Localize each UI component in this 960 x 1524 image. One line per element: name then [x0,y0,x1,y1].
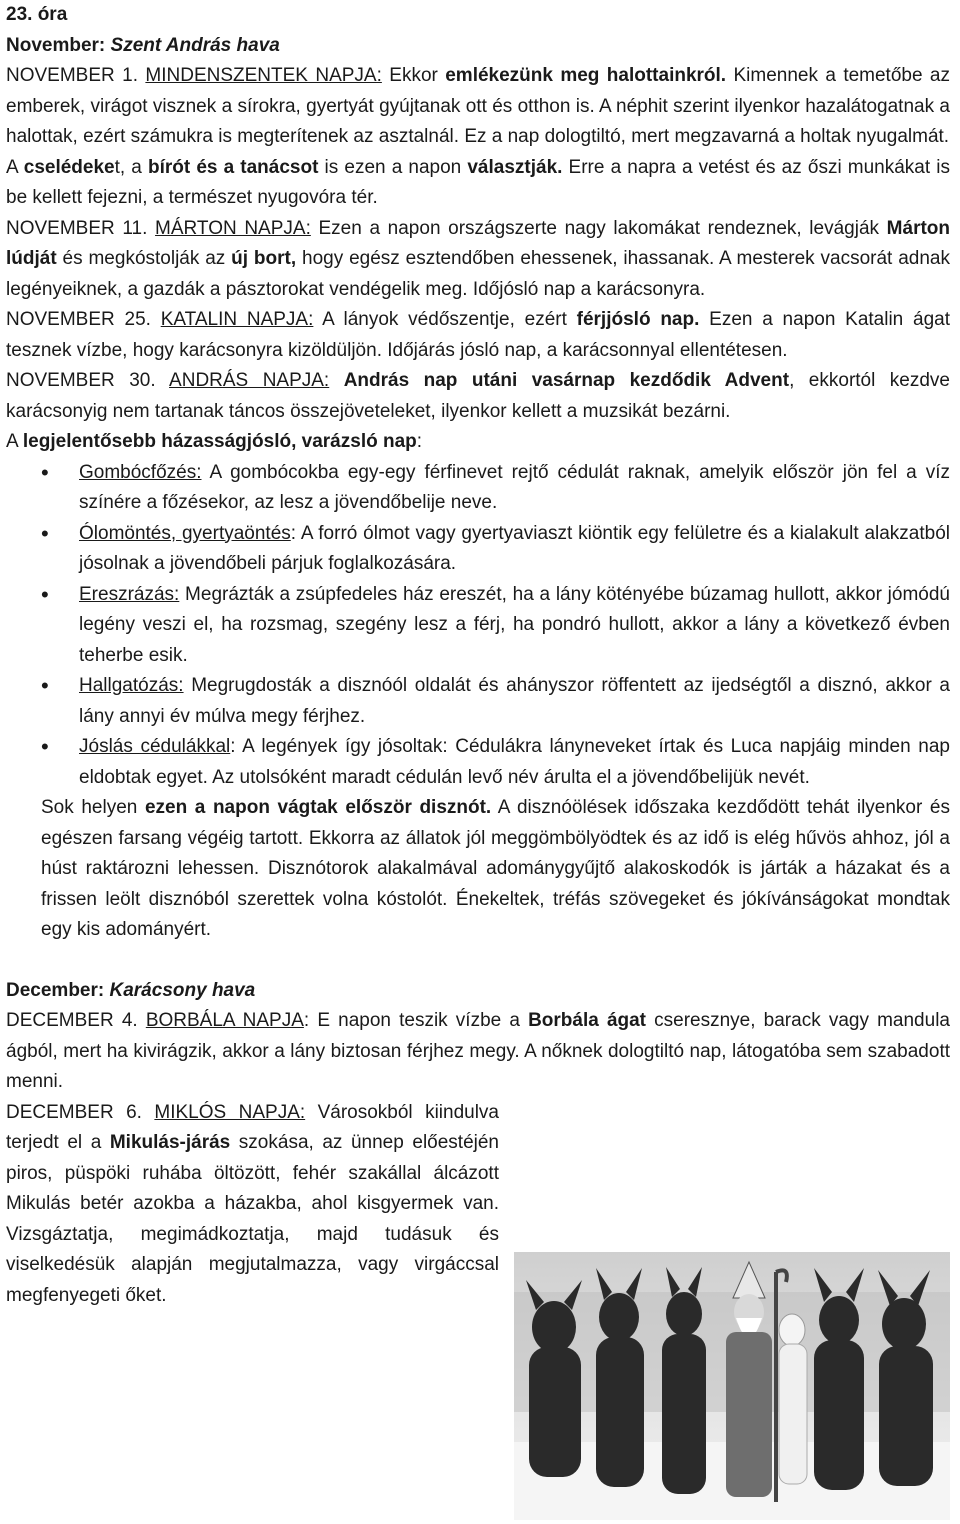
text: Sok helyen [41,797,145,818]
bullet-icon: • [41,734,49,759]
jóslás-list [6,458,950,794]
bullet-icon: • [41,581,49,607]
lesson-number: 23. óra [6,4,68,25]
list-item-text: Megrugdosták a disznóól oldalát és ahányszor röffentett az ijedségtől a disznó, akkor a lány annyi év múlva megy férjhez. [79,675,950,727]
text: A disznóölések időszaka kezdődött tehát ilyenkor és egészen farsang végéig tartott. Ekkorra az állatok jól meggömbölyödtek és az idő is elég hűvös ahhoz, jól a húst raktározni lehessen. Disznótorok alakalmával adománygyűjtő alakoskodók is járták a házakat és a frissen leölt disznóból szerettek volna kóstolót. Énekeltek, tréfás szövegeket és jókívánságokat mondtak egy kis adományért. [41,797,950,940]
list-item-title: Hallgatózás: [79,675,184,696]
date-label: NOVEMBER 30. [6,370,156,391]
list-item-text: : A forró ólmot vagy gyertyaviaszt kiöntik egy felületre és a kialakult alakzatból jósolnak a jövendőbeli párjuk foglalkozására. [79,522,950,574]
date-label: NOVEMBER 25. [6,309,151,330]
bold-text: Borbála ágat [528,1010,647,1031]
bold-text: férjjósló nap. [576,309,700,330]
katalin-paragraph [6,305,950,366]
december-month-name: Karácsony hava [109,979,256,1001]
document-page [6,0,950,1311]
day-name: BORBÁLA NAPJA [145,1010,304,1031]
bullet-icon: • [41,459,49,485]
section-spacer [6,946,950,976]
text [329,370,343,391]
text: Erre a napra a vetést és az őszi munkákat is be kellett fejezni, a természet nyugovóra tér. [6,156,951,208]
bullet-icon: • [41,673,49,698]
bold-text: cselédeke [23,156,115,178]
list-item-text: Megrázták a zsúpfedeles ház ereszét, ha a lány kötényébe búzamag hullott, akkor jómódú legény veszi el, ha rozsmag, szegény lesz a férj, ha pondró hullott, akkor a lány a következő évben teherbe esik. [79,583,950,666]
list-item-title: Gombócfőzés: [79,461,202,483]
text: cseresznye, barack vagy mandula ágból, mert ha kivirágzik, akkor a lány biztosan férjhez megy. A nőknek dologtiltó nap, látogatóba sem szabadott menni. [6,1010,950,1092]
list-item [41,732,950,793]
day-name: KATALIN NAPJA: [160,309,314,330]
text: Kimennek a temetőbe az emberek, virágot visznek a sírokra, gyertyát gyújtanak ott és otthon is. A néphit szerint ilyenkor hazalátogatnak a halottak, ezért számukra is megterítenek az asztalnál. Ez a nap dologtiltó, mert megzavarná a holtak nyugalmát. [6,65,950,147]
list-item [41,671,950,732]
text: hogy egész esztendőben ehessenek, ihassanak. A mesterek vacsorát adnak legényeiknek, a gazdák a pásztorokat vendégelik meg. Időjósló nap a karácsonyra. [6,248,950,300]
text: szokása, az ünnep előestéjén piros, püspöki ruhába öltözött, fehér szakállal álcázott Mikulás betér azokba a házakba, ahol kisgyermek van. Vizsgáztatja, megimádkoztatja, majd tudásuk és viselkedésük alapján megjutalmazza, vagy virgáccsal megfenyegeti őket. [6,1132,499,1306]
andras-paragraph [6,366,950,427]
cseledek-paragraph [6,153,950,214]
list-item [41,519,950,580]
borbala-paragraph [6,1006,950,1098]
day-name: MINDENSZENTEK NAPJA: [145,65,382,86]
date-label: NOVEMBER 11. [6,217,148,239]
bold-text: bírót és a tanácsot [147,156,319,178]
bold-text: legjelentősebb házasságjósló, varázsló nap [22,431,417,452]
list-item [41,580,950,672]
list-item-title: Jóslás cédulákkal [79,736,231,757]
date-label: NOVEMBER 1. [6,65,138,86]
text: A lányok védőszentje, ezért [313,309,577,330]
date-label: DECEMBER 4. [6,1010,138,1031]
bold-text: Mikulás-járás [109,1132,231,1153]
joslo-nap-intro [6,427,950,458]
bold-text: emlékezünk meg halottainkról. [445,65,727,86]
date-label: DECEMBER 6. [6,1101,142,1123]
december-heading [6,976,950,1007]
december-label: December: [6,979,105,1001]
day-name: MIKLÓS NAPJA: [154,1101,306,1123]
list-item-title: Ólomöntés, gyertyaöntés [79,522,291,544]
text: Ekkor [381,65,446,86]
text: Ezen a napon országszerte nagy lakomákat rendeznek, levágják [310,217,887,239]
miklos-paragraph [6,1098,499,1312]
text: Ezen a napon Katalin ágat tesznek vízbe, hogy karácsonyra kizöldüljön. Időjárás jósló nap, a karácsonnyal ellentétesen. [6,309,951,361]
text: : E napon teszik vízbe a [303,1010,529,1031]
list-item-title: Ereszrázás: [79,583,180,605]
krampus-photo-icon [514,1252,950,1520]
day-name: MÁRTON NAPJA: [155,217,311,239]
mindenszentek-paragraph [6,61,950,153]
text: és megkóstolják az [56,248,232,269]
day-name: ANDRÁS NAPJA: [169,370,330,391]
list-item-text: A gombócokba egy-egy férfinevet rejtő cédulát raknak, amelyik először jön fel a víz színére a főzésekor, az lesz a jövendőbelije neve. [79,461,950,513]
text: A [6,431,23,452]
text: : [416,431,423,452]
bold-text: új bort, [231,248,297,269]
text: t, a [114,156,148,178]
text: , ekkortól kezdve karácsonyig nem tartanak táncos összejöveteleket, ilyenkor kellett a muzsikát bezárni. [6,370,950,422]
bold-text: ezen a napon vágtak először disznót. [144,797,492,818]
text: is ezen a napon [318,156,468,178]
text: A [6,156,24,178]
bullet-icon: • [41,520,49,546]
bold-text: Márton lúdját [6,217,950,269]
disznovagas-paragraph [6,793,950,946]
list-item [41,458,950,519]
marton-paragraph [6,214,950,306]
list-item-text: : A legények így jósoltak: Cédulákra lányneveket írtak és Luca napjáig minden nap eldobtak egyet. Az utolsóként maradt cédulán levő név árulta el a jövendőbelijük nevét. [79,736,950,788]
text: Városokból kiindulva terjedt el a [6,1101,500,1153]
november-month-name: Szent András hava [110,34,280,56]
bold-text: András nap utáni vasárnap kezdődik Advent [343,370,790,391]
november-heading [6,31,950,62]
november-label: November: [6,34,106,56]
bold-text: választják. [467,156,563,178]
